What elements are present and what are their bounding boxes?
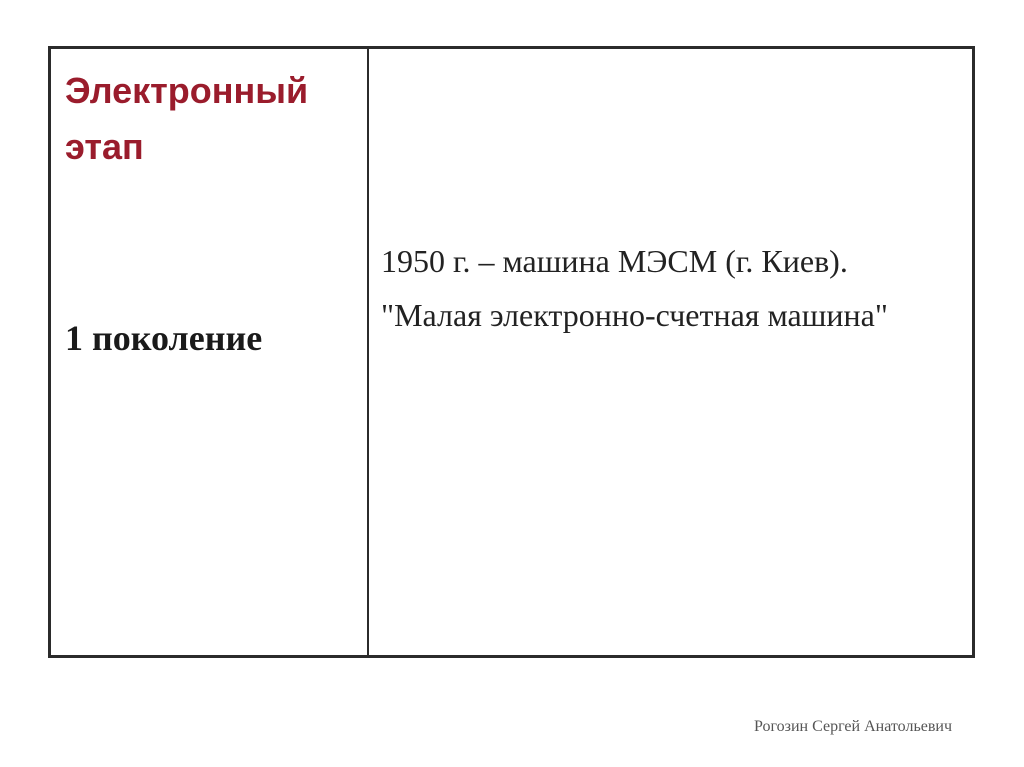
generation-label: 1 поколение — [65, 318, 263, 358]
description — [381, 239, 961, 335]
description-line-1: 1950 г. – машина МЭСМ (г. Киев). — [381, 243, 848, 279]
description-line-2: "Малая электронно-счетная машина" — [381, 297, 888, 333]
content-table — [48, 46, 975, 658]
stage-title: Электронный этап — [65, 70, 309, 167]
author-footer: Рогозин Сергей Анатольевич — [753, 718, 952, 735]
table-right-cell — [369, 49, 972, 655]
table-left-cell — [51, 49, 369, 655]
